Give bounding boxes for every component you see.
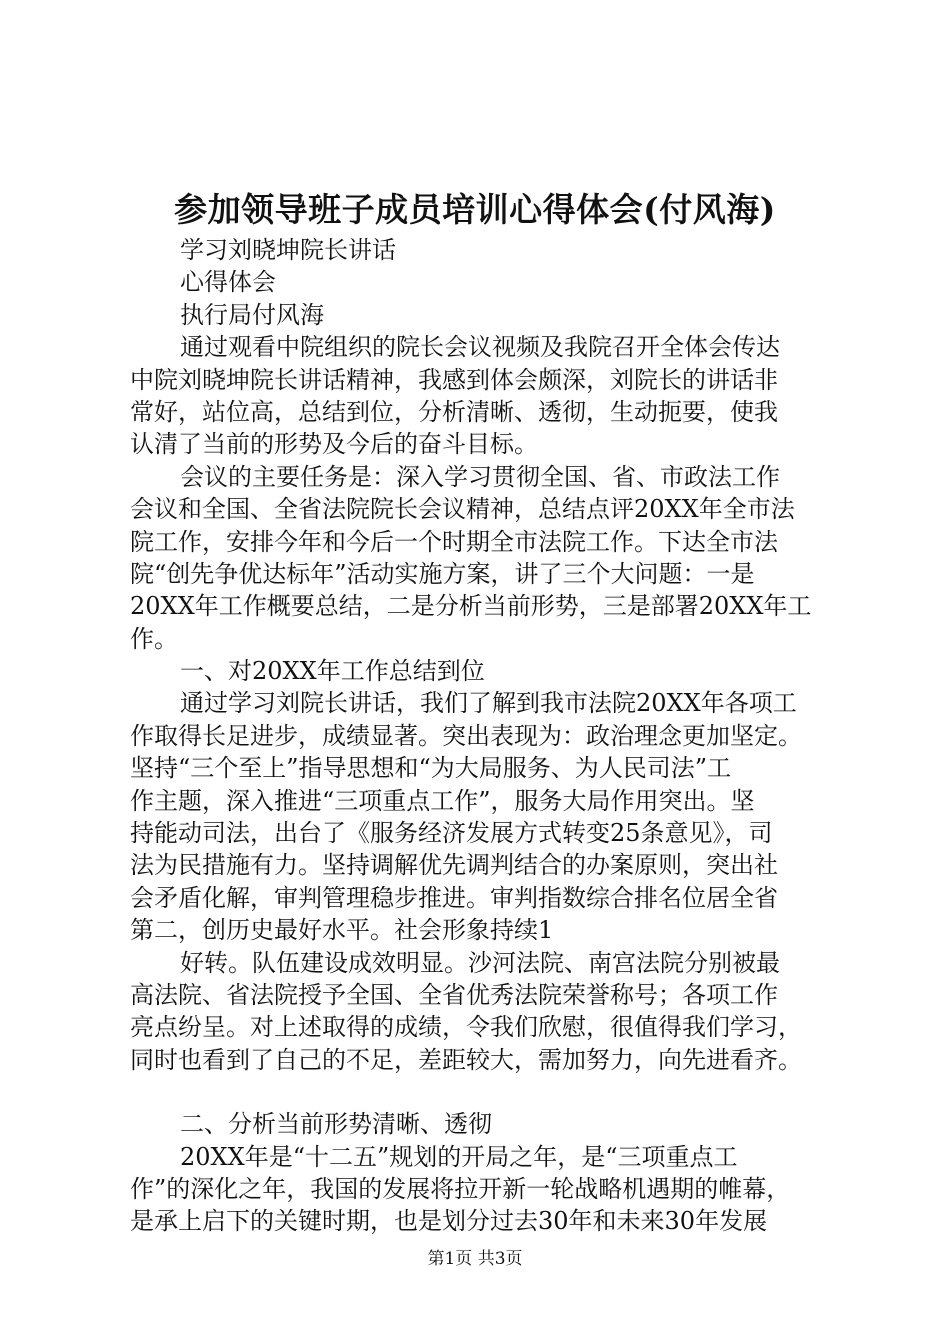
paragraph-line: 中院刘晓坤院长讲话精神，我感到体会颇深，刘院长的讲话非 <box>130 365 778 394</box>
paragraph-line: 会议和全国、全省法院院长会议精神，总结点评20XX年全市法 <box>130 495 795 524</box>
paragraph-line: 会矛盾化解，审判管理稳步推进。审判指数综合排名位居全省 <box>130 883 778 912</box>
paragraph-line: 院工作，安排今年和今后一个时期全市法院工作。下达全市法 <box>130 527 778 556</box>
paragraph-line: 作”的深化之年，我国的发展将拉开新一轮战略机遇期的帷幕， <box>130 1174 791 1203</box>
paragraph-line: 好转。队伍建设成效明显。沙河法院、南宫法院分别被最 <box>180 948 780 977</box>
page-footer: 第1页 共3页 <box>427 1249 523 1269</box>
document-title: 参加领导班子成员培训心得体会(付风海) <box>174 190 776 229</box>
paragraph-line: 认清了当前的形势及今后的奋斗目标。 <box>130 430 538 459</box>
document-body <box>130 234 850 1238</box>
author-line: 执行局付风海 <box>180 300 324 329</box>
paragraph-line: 院“创先争优达标年”活动实施方案，讲了三个大问题：一是 <box>130 559 755 588</box>
subtitle-line: 学习刘晓坤院长讲话 <box>180 236 396 264</box>
paragraph-line: 是承上启下的关键时期，也是划分过去30年和未来30年发展 <box>130 1207 768 1236</box>
paragraph-line: 20XX年是“十二五”规划的开局之年，是“三项重点工 <box>180 1142 738 1171</box>
paragraph-line: 亮点纷呈。对上述取得的成绩，令我们欣慰，很值得我们学习， <box>130 1013 802 1042</box>
paragraph-line: 坚持“三个至上”指导思想和“为大局服务、为人民司法”工 <box>130 754 732 783</box>
paragraph-line: 作。 <box>130 624 178 653</box>
section-heading: 一、对20XX年工作总结到位 <box>180 657 485 686</box>
paragraph-line: 20XX年工作概要总结，二是分析当前形势，三是部署20XX年工 <box>130 592 812 621</box>
paragraph-line: 通过观看中院组织的院长会议视频及我院召开全体会传达 <box>180 333 780 362</box>
paragraph-line: 第二，创历史最好水平。社会形象持续1 <box>130 916 554 945</box>
section-heading: 二、分析当前形势清晰、透彻 <box>180 1110 492 1139</box>
paragraph-line: 持能动司法，出台了《服务经济发展方式转变25条意见》，司 <box>130 819 773 848</box>
blank-line <box>130 1076 850 1108</box>
paragraph-line: 作取得长足进步，成绩显著。突出表现为：政治理念更加坚定。 <box>130 721 802 750</box>
paragraph-line: 会议的主要任务是：深入学习贯彻全国、省、市政法工作 <box>180 462 780 491</box>
paragraph-line: 通过学习刘院长讲话，我们了解到我市法院20XX年各项工 <box>180 689 797 718</box>
paragraph-line: 常好，站位高，总结到位，分析清晰、透彻，生动扼要，使我 <box>130 397 778 426</box>
paragraph-line: 高法院、省法院授予全国、全省优秀法院荣誉称号；各项工作 <box>130 980 778 1009</box>
subtitle-line: 心得体会 <box>180 268 276 297</box>
paragraph-line: 作主题，深入推进“三项重点工作”，服务大局作用突出。坚 <box>130 786 755 815</box>
paragraph-line: 同时也看到了自己的不足，差距较大，需加努力，向先进看齐。 <box>130 1045 802 1074</box>
paragraph-line: 法为民措施有力。坚持调解优先调判结合的办案原则，突出社 <box>130 851 778 880</box>
